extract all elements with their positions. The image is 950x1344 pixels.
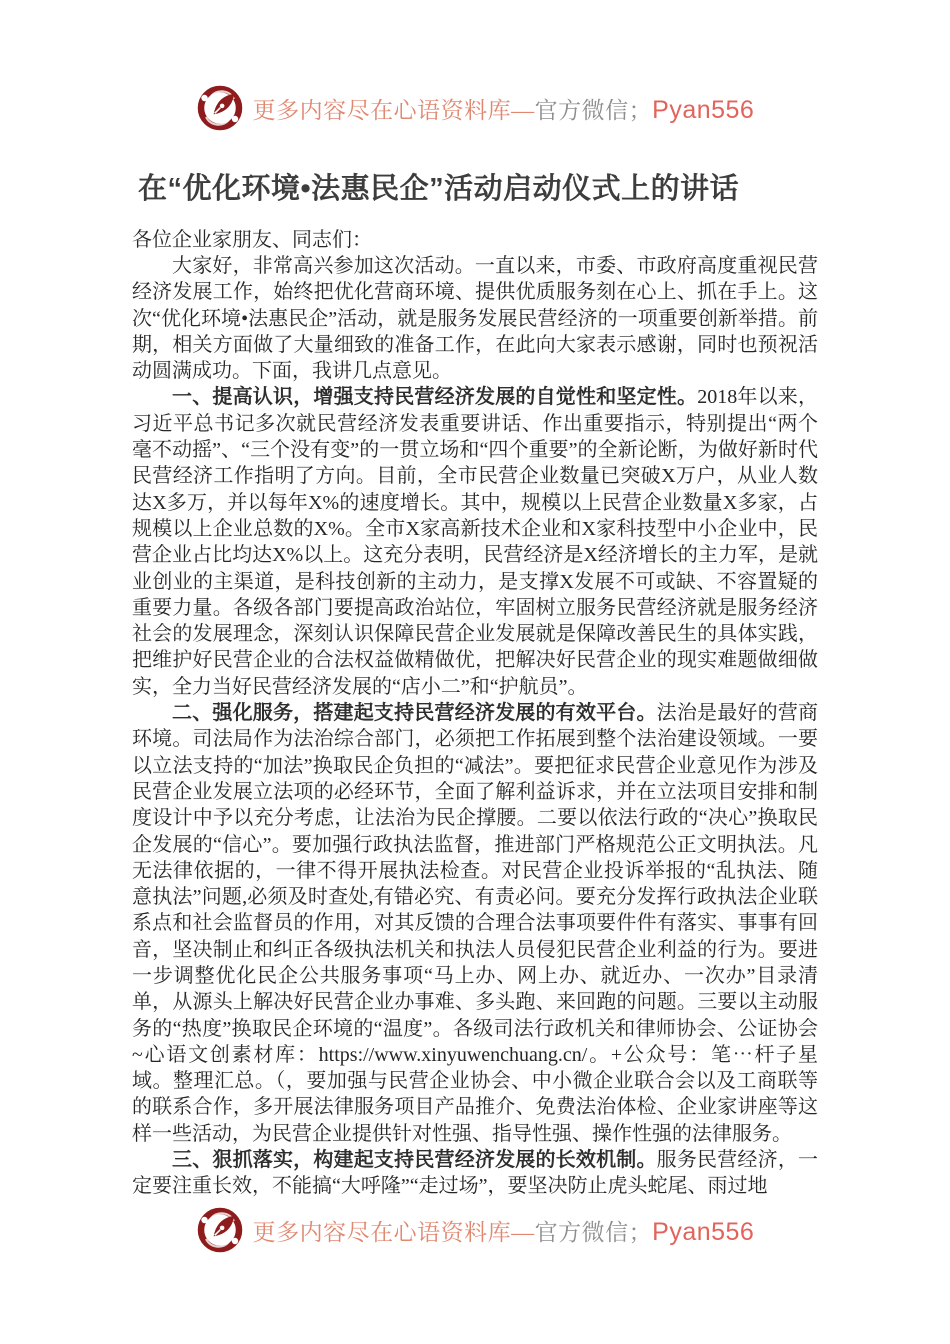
section-2-heading: 二、强化服务，搭建起支持民营经济发展的有效平台。 (172, 702, 657, 725)
section-3-text: 服务民营经济，一定要注重长效，不能搞“大呼隆”“走过场”，要坚决防止虎头蛇尾、雨过地 (132, 1149, 818, 1198)
wechat-label: 官方微信； (534, 97, 653, 123)
pen-emblem-icon (196, 84, 244, 132)
pen-emblem-icon (196, 1206, 244, 1254)
section-1-text: 2018年以来，习近平总书记多次就民营经济发表重要讲话、作出重要指示，特别提出“两个毫不动摇”、“三个没有变”的一贯立场和“四个重要”的全新论断，为做好新时代民营经济工作指明了方向。目前，全市民营企业数量已突破X万户，从业人数达X多万，并以每年X%的速度增长。其中，规模以上民营企业数量X多家，占规模以上企业总数的X%。全市X家高新技术企业和X家科技型中小企业中，民营企业占比均达X%以上。这充分表明，民营经济是X经济增长的主力军，是就业创业的主渠道，是科技创新的主动力，是支撑X发展不可或缺、不容置疑的重要力量。各级各部门要提高政治站位，牢固树立服务民营经济就是服务经济社会的发展理念，深刻认识保障民营企业发展就是保障改善民生的具体实践，把维护好民营企业的合法权益做精做优，把解决好民营企业的现实难题做细做实，全力当好民营经济发展的“店小二”和“护航员”。 (132, 386, 818, 698)
wechat-id: Pyan556 (652, 95, 755, 124)
section-1-heading: 一、提高认识，增强支持民营经济发展的自觉性和坚定性。 (172, 386, 698, 409)
paragraph-intro-text: 大家好，非常高兴参加这次活动。一直以来，市委、市政府高度重视民营经济发展工作，始终把优化营商环境、提供优质服务刻在心上、抓在手上。这次“优化环境•法惠民企”活动，就是服务发展民营经济的一项重要创新举措。前期，相关方面做了大量细致的准备工作，在此向大家表示感谢，同时也预祝活动圆满成功。下面，我讲几点意见。 (132, 254, 818, 383)
header-brand-bar (0, 0, 950, 132)
paragraph-section-1 (132, 384, 818, 700)
document-body (132, 227, 818, 1201)
paragraph-section-3 (132, 1147, 818, 1200)
salutation-line: 各位企业家朋友、同志们： (132, 228, 372, 251)
brand-slogan: 更多内容尽在心语资料库— (252, 97, 535, 123)
section-3-heading: 三、狠抓落实，构建起支持民营经济发展的长效机制。 (172, 1149, 657, 1172)
wechat-label: 官方微信； (534, 1219, 653, 1245)
section-2-text: 法治是最好的营商环境。司法局作为法治综合部门，必须把工作拓展到整个法治建设领域。一要以立法支持的“加法”换取民企负担的“减法”。要把征求民营企业意见作为涉及民营企业发展立法项的必经环节，全面了解利益诉求，并在立法项目安排和制度设计中予以充分考虑，让法治为民企撑腰。二要以依法行政的“决心”换取民企发展的“信心”。要加强行政执法监督，推进部门严格规范公正文明执法。凡无法律依据的，一律不得开展执法检查。对民营企业投诉举报的“乱执法、随意执法”问题,必须及时查处,有错必究、有责必问。要充分发挥行政执法企业联系点和社会监督员的作用，对其反馈的合理合法事项要件件有落实、事事有回音，坚决制止和纠正各级执法机关和执法人员侵犯民营企业利益的行为。要进一步调整优化民企公共服务事项“马上办、网上办、就近办、一次办”目录清单，从源头上解决好民营企业办事难、多头跑、来回跑的问题。三要以主动服务的“热度”换取民企环境的“温度”。各级司法行政机关和律师协会、公证协会~心语文创素材库：https://www.xinyuwenchuang.cn/。+公众号：笔⋯杆子星域。整理汇总。（，要加强与民营企业协会、中小微企业联合会以及工商联等的联系合作，多开展法律服务项目产品推介、免费法治体检、企业家讲座等这样一些活动，为民营企业提供针对性强、指导性强、操作性强的法律服务。 (132, 702, 818, 1145)
paragraph-section-2 (132, 700, 818, 1147)
paragraph-intro (132, 253, 818, 384)
footer-brand-text (253, 1214, 755, 1247)
wechat-id: Pyan556 (652, 1217, 755, 1246)
header-brand-text (253, 92, 755, 125)
brand-slogan: 更多内容尽在心语资料库— (252, 1219, 535, 1245)
document-title: 在“优化环境•法惠民企”活动启动仪式上的讲话 (138, 173, 740, 205)
footer-brand-bar (0, 1206, 950, 1254)
